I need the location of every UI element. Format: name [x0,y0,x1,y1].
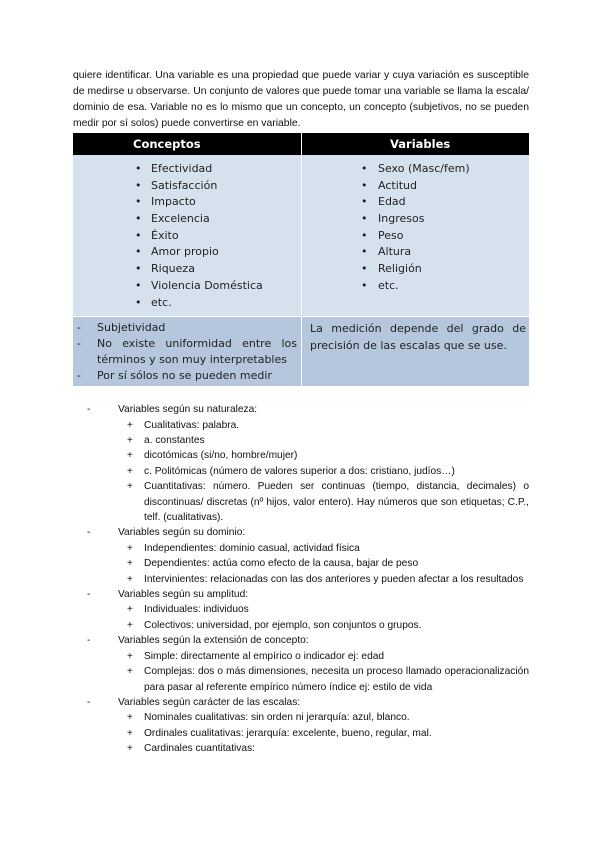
section-item: + Complejas: dos o más dimensiones, necesita un proceso llamado operacionalización para pasar al referente empírico número índice ej: estilo de vida [73,664,529,695]
header-conceptos: Conceptos [73,133,302,155]
section-heading: - Variables según su amplitud: [73,587,529,602]
concept-item: • Amor propio [73,244,301,261]
section-items [73,602,529,633]
section-heading: - Variables según carácter de las escalas: [73,695,529,710]
concept-item: • Violencia Doméstica [73,278,301,295]
section-item: + Ordinales cualitativas: jerarquía: excelente, bueno, regular, mal. [73,726,529,741]
concept-note: - Por sí sólos no se pueden medir [77,368,297,384]
section-item: + Cuantitativas: número. Pueden ser continuas (tiempo, distancia, decimales) o discontinuas/ discretas (nº hijos, valor entero). Hay números que son etiquetas; C.P., telf. (cualitativas). [73,479,529,525]
section-item: + Cardinales cuantitativas: [73,741,529,756]
variable-classification-outline [73,402,529,756]
section-items [73,649,529,695]
section-item: + Cualitativas: palabra. [73,418,529,433]
section-heading: - Variables según su naturaleza: [73,402,529,417]
section-item: + Dependientes: actúa como efecto de la causa, bajar de peso [73,556,529,571]
concepts-variables-table [73,133,529,386]
variable-item: • Edad [302,194,529,211]
concept-notes [73,317,301,386]
section-item: + dicotómicas (si/no, hombre/mujer) [73,448,529,463]
concept-item: • Impacto [73,194,301,211]
section-heading: - Variables según la extensión de concepto: [73,633,529,648]
concept-item: • Satisfacción [73,178,301,195]
section-item: + Nominales cualitativas: sin orden ni jerarquía: azul, blanco. [73,710,529,725]
concept-item: • Riqueza [73,261,301,278]
section-items [73,418,529,526]
section-item: + Colectivos: universidad, por ejemplo, son conjuntos o grupos. [73,618,529,633]
concept-note: - Subjetividad [77,320,297,336]
concept-note: - No existe uniformidad entre los términos y son muy interpretables [77,336,297,368]
variable-item: • Peso [302,228,529,245]
concept-item: • etc. [73,295,301,312]
variable-note: La medición depende del grado de precisión de las escalas que se use. [310,322,526,353]
section-heading: - Variables según su dominio: [73,525,529,540]
variable-item: • etc. [302,278,529,295]
variable-item: • Religión [302,261,529,278]
concept-item: • Excelencia [73,211,301,228]
variable-item: • Ingresos [302,211,529,228]
variable-item: • Actitud [302,178,529,195]
variable-item: • Altura [302,244,529,261]
section-items [73,541,529,587]
section-item: + Individuales: individuos [73,602,529,617]
section-items [73,710,529,756]
section-item: + Intervinientes: relacionadas con las dos anteriores y pueden afectar a los resultados [73,572,529,587]
section-item: + Independientes: dominio casual, actividad física [73,541,529,556]
concept-list [73,155,301,316]
document-page [73,68,529,757]
variable-item: • Sexo (Masc/fem) [302,161,529,178]
section-item: + c. Politómicas (número de valores superior a dos: cristiano, judíos…) [73,464,529,479]
section-item: + a. constantes [73,433,529,448]
variable-list [302,155,529,300]
concept-item: • Éxito [73,228,301,245]
section-item: + Simple: directamente al empírico o indicador ej: edad [73,649,529,664]
intro-paragraph: quiere identificar. Una variable es una propiedad que puede variar y cuya variación es susceptible de medirse u observarse. Un conjunto de valores que puede tomar una variable se llama la escala/ dominio de esa. Variable no es lo mismo que un concepto, un concepto (subjetivos, no se pueden medir por sí solos) puede convertirse en variable. [73,70,529,129]
concept-item: • Efectividad [73,161,301,178]
header-variables: Variables [302,133,530,155]
